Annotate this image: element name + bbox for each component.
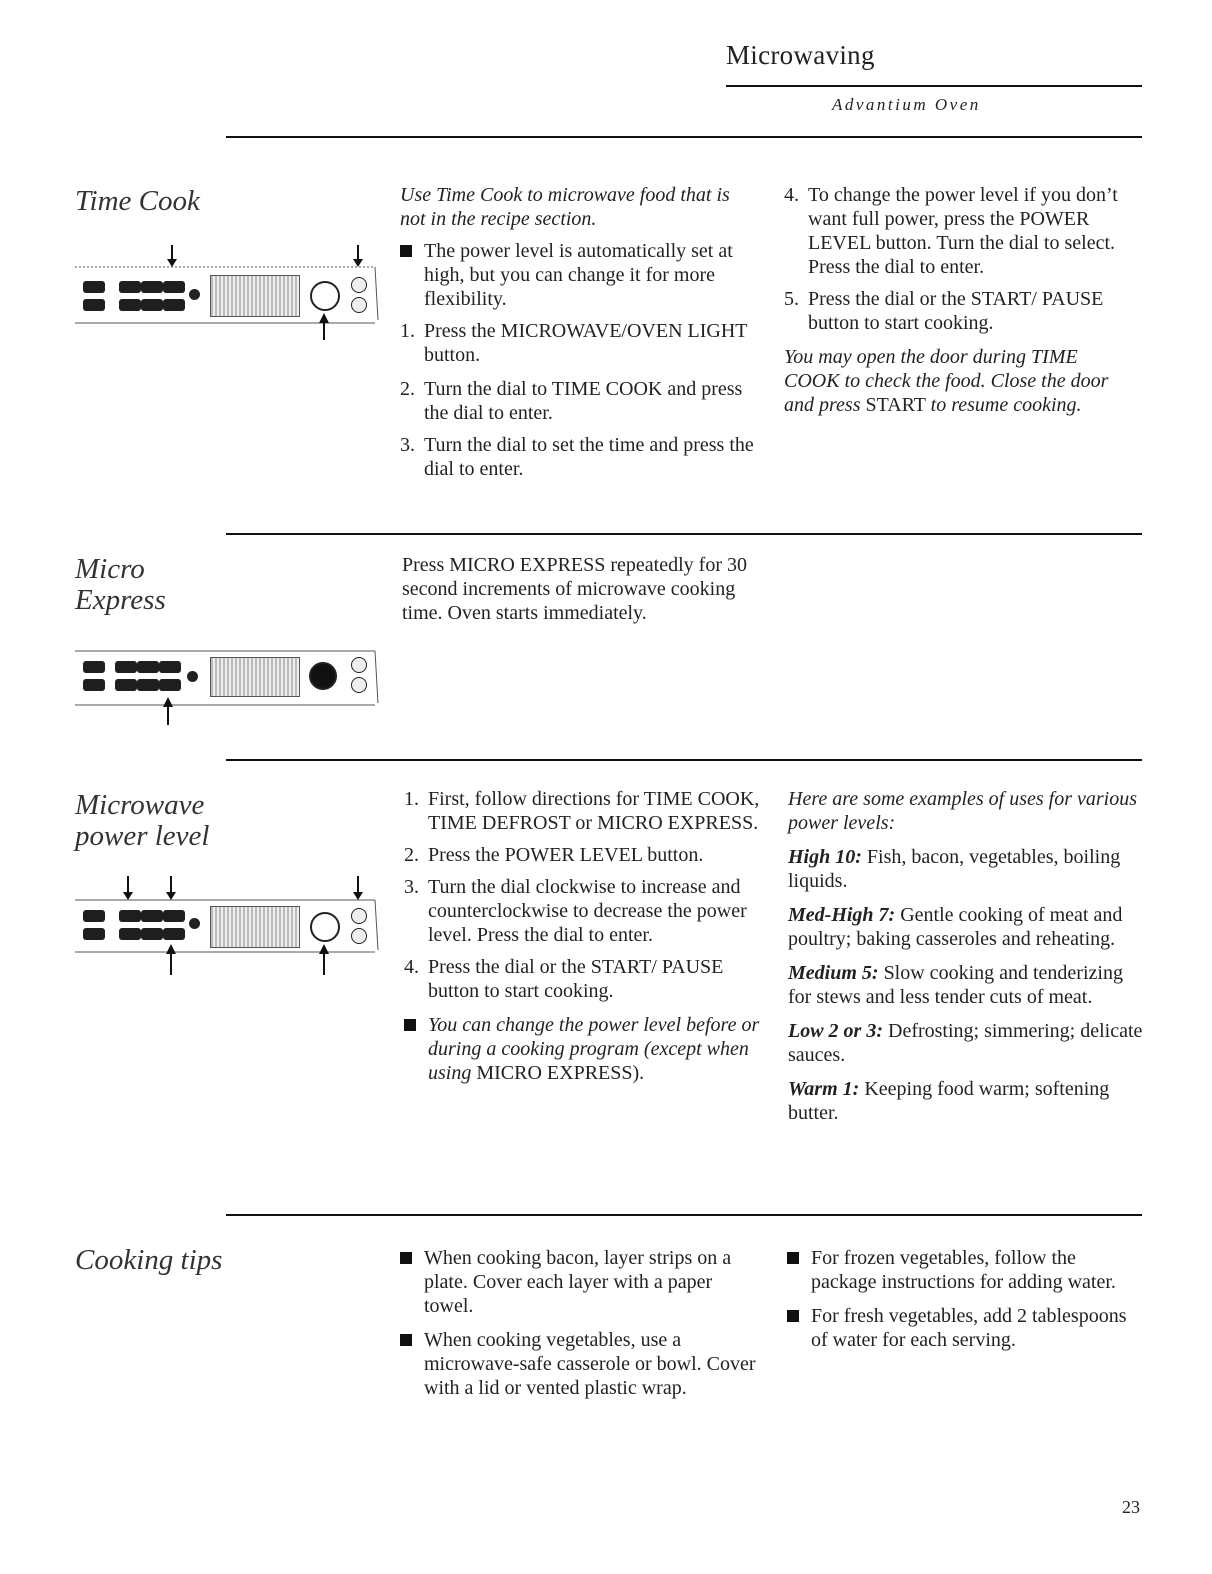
bullet-square (400, 1252, 412, 1264)
panel-button (141, 928, 163, 940)
section-title-micro-express: Micro Express (75, 553, 166, 616)
panel-button (119, 910, 141, 922)
power-level-example: High 10: Fish, bacon, vegetables, boiling liquids. (788, 846, 1121, 892)
power-level-step: 4. Press the dial or the START/ PAUSE button to start cooking. (404, 956, 724, 1002)
bullet-square (787, 1252, 799, 1264)
section-rule-power-level (226, 759, 1142, 761)
panel-clear-button (351, 297, 367, 313)
control-panel-diagram-power-level (75, 872, 380, 977)
time-cook-step: 1. Press the MICROWAVE/OVEN LIGHT button. (400, 320, 748, 366)
panel-button (163, 299, 185, 311)
panel-button (115, 661, 137, 673)
panel-button (163, 910, 185, 922)
power-level-step: 1. First, follow directions for TIME COOK, TIME DEFROST or MICRO EXPRESS. (404, 788, 760, 834)
bullet-square (404, 1019, 416, 1031)
panel-button (83, 661, 105, 673)
panel-button (83, 281, 105, 293)
section-rule-cooking-tips (226, 1214, 1142, 1216)
panel-button (119, 281, 141, 293)
time-cook-step: 2. Turn the dial to TIME COOK and press the dial to enter. (400, 378, 743, 424)
panel-dial (310, 281, 340, 311)
power-level-step: 2. Press the POWER LEVEL button. (404, 844, 704, 866)
time-cook-intro: Use Time Cook to microwave food that is not in the recipe section. (400, 184, 730, 230)
power-level-example: Medium 5: Slow cooking and tenderizing for stews and less tender cuts of meat. (788, 962, 1123, 1008)
panel-dial (310, 912, 340, 942)
header-rule (726, 85, 1142, 87)
page-number: 23 (1122, 1497, 1140, 1517)
panel-micro-express-button (159, 679, 181, 691)
bullet-square (787, 1310, 799, 1322)
power-level-col2 (788, 787, 1143, 1125)
time-cook-step: 4. To change the power level if you don’t want full power, press the POWER LEVEL button. Turn the dial to select. Press the dial to enter. (784, 184, 1118, 278)
section-title-cooking-tips: Cooking tips (75, 1244, 223, 1276)
power-level-example: Low 2 or 3: Defrosting; simmering; delicate sauces. (788, 1020, 1143, 1066)
panel-display (210, 657, 300, 697)
panel-button (83, 299, 105, 311)
cooking-tips-col1 (400, 1246, 760, 1400)
panel-light-button (189, 918, 200, 929)
page-header-title: Microwaving (726, 40, 875, 70)
time-cook-note: You may open the door during TIME COOK to check the food. Close the door and press START to resume cooking. (784, 346, 1109, 416)
time-cook-col1 (400, 183, 760, 481)
panel-light-button (187, 671, 198, 682)
control-panel-diagram-micro-express (75, 645, 380, 725)
control-panel-diagram-time-cook (75, 245, 380, 340)
power-level-example: Med-High 7: Gentle cooking of meat and poultry; baking casseroles and reheating. (788, 904, 1123, 950)
time-cook-step: 3. Turn the dial to set the time and press the dial to enter. (400, 434, 754, 480)
time-cook-step: 5. Press the dial or the START/ PAUSE button to start cooking. (784, 288, 1104, 334)
power-level-step: 3. Turn the dial clockwise to increase and counterclockwise to decrease the power level. Press the dial to enter. (404, 876, 747, 946)
section-title-power-level: Microwave power level (75, 789, 210, 852)
power-level-example: Warm 1: Keeping food warm; softening butter. (788, 1078, 1110, 1124)
cooking-tip: When cooking vegetables, use a microwave-safe casserole or bowl. Cover with a lid or vented plastic wrap. (400, 1328, 760, 1400)
section-rule-micro-express (226, 533, 1142, 535)
cooking-tips-col2 (787, 1246, 1132, 1352)
power-level-bullet: You can change the power level before or during a cooking program (except when using MICRO EXPRESS). (404, 1013, 774, 1085)
panel-button (83, 928, 105, 940)
panel-start-button (351, 277, 367, 293)
panel-start-button (351, 908, 367, 924)
panel-button (137, 661, 159, 673)
cooking-tip: When cooking bacon, layer strips on a plate. Cover each layer with a paper towel. (400, 1246, 760, 1318)
panel-clear-button (351, 677, 367, 693)
cooking-tip: For frozen vegetables, follow the package instructions for adding water. (787, 1246, 1132, 1294)
panel-start-button (351, 657, 367, 673)
panel-light-button (189, 289, 200, 300)
panel-button (119, 928, 141, 940)
panel-clear-button (351, 928, 367, 944)
section-rule-time-cook (226, 136, 1142, 138)
panel-button (115, 679, 137, 691)
micro-express-text: Press MICRO EXPRESS repeatedly for 30 second increments of microwave cooking time. Oven starts immediately. (402, 554, 747, 624)
page-header-subtitle: Advantium Oven (832, 95, 981, 114)
panel-button (119, 299, 141, 311)
power-level-col1 (404, 787, 774, 1085)
cooking-tip: For fresh vegetables, add 2 tablespoons of water for each serving. (787, 1304, 1132, 1352)
time-cook-bullet: The power level is automatically set at high, but you can change it for more flexibility. (400, 239, 760, 311)
panel-dial (309, 662, 337, 690)
section-title-time-cook: Time Cook (75, 185, 200, 217)
panel-button (141, 910, 163, 922)
power-level-examples-intro: Here are some examples of uses for various power levels: (788, 788, 1138, 834)
time-cook-col2 (784, 183, 1129, 417)
panel-button (83, 679, 105, 691)
panel-display (210, 275, 300, 317)
panel-button (163, 281, 185, 293)
bullet-square (400, 245, 412, 257)
panel-button (83, 910, 105, 922)
panel-display (210, 906, 300, 948)
panel-button (137, 679, 159, 691)
panel-power-level-button (163, 928, 185, 940)
panel-button (159, 661, 181, 673)
panel-button (141, 281, 163, 293)
panel-button (141, 299, 163, 311)
bullet-square (400, 1334, 412, 1346)
